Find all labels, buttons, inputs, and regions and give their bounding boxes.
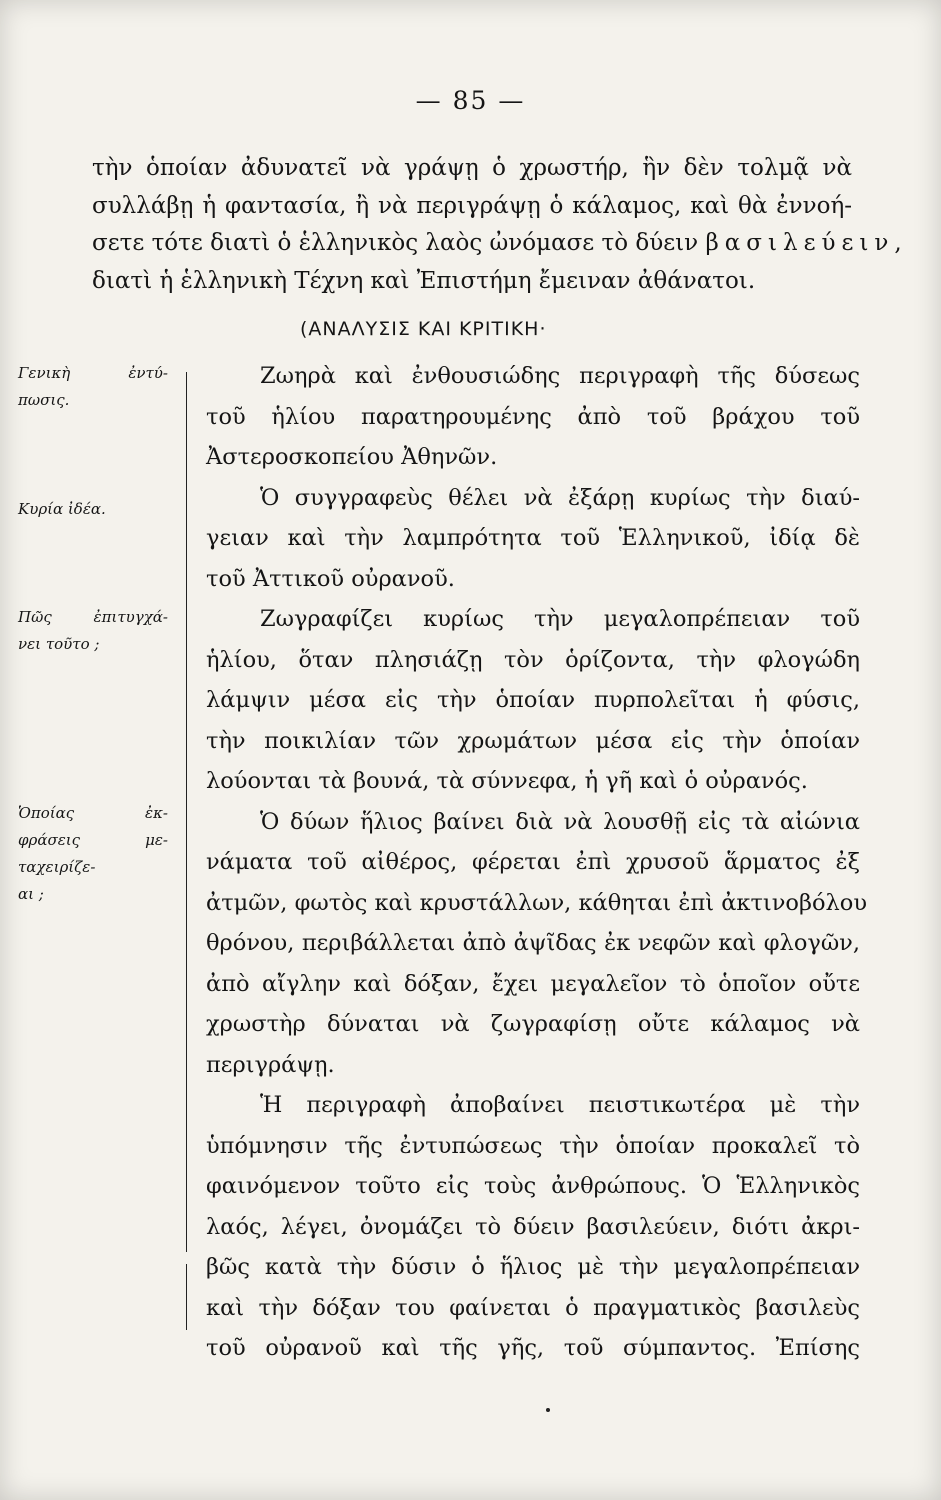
intro-paragraph xyxy=(92,150,908,300)
body-line: χρωστὴρ δύναται νὰ ζωγραφίσῃ οὔτε κάλαμος νὰ xyxy=(206,1011,860,1037)
intro-line-text: σετε τότε διατὶ ὁ ἑλληνικὸς λαὸς ὠνόμασε τὸ δύειν xyxy=(92,230,699,256)
margin-note-line: αι ; xyxy=(18,885,44,903)
page-number: — 85 — xyxy=(415,86,526,115)
margin-note-line: πωσις. xyxy=(18,391,70,409)
body-line: Ζωγραφίζει κυρίως τὴν μεγαλοπρέπειαν τοῦ xyxy=(260,606,860,632)
body-line: γειαν καὶ τὴν λαμπρότητα τοῦ Ἑλληνικοῦ, ἰδίᾳ δὲ xyxy=(206,525,860,551)
body-line: νάματα τοῦ αἰθέρος, φέρεται ἐπὶ χρυσοῦ ἅρματος ἐξ xyxy=(206,849,860,875)
body-line: τὴν ποικιλίαν τῶν χρωμάτων μέσα εἰς τὴν ὁποίαν xyxy=(206,727,860,754)
body-line: Ὁ δύων ἥλιος βαίνει διὰ νὰ λουσθῇ εἰς τὰ αἰώνια xyxy=(260,808,860,835)
body-line: περιγράψῃ. xyxy=(206,1051,335,1078)
body-line: ὑπόμνησιν τῆς ἐντυπώσεως τὴν ὁποίαν προκαλεῖ τὸ xyxy=(206,1132,860,1159)
intro-spaced-word: βασιλεύειν, xyxy=(705,230,908,256)
margin-rule xyxy=(186,1264,187,1330)
margin-note-line: Ὁποίας ἐκ- xyxy=(18,804,168,822)
margin-note-line: ταχειρίζε- xyxy=(18,858,96,876)
body-line: λούονται τὰ βουνά, τὰ σύννεφα, ἡ γῆ καὶ ὁ οὐρανός. xyxy=(206,768,808,794)
body-line: καὶ τὴν δόξαν του φαίνεται ὁ πραγματικὸς βασιλεὺς xyxy=(206,1294,860,1321)
margin-note-line: Γενικὴ ἐντύ- xyxy=(18,364,168,382)
body-line: τοῦ ἡλίου παρατηρουμένης ἀπὸ τοῦ βράχου τοῦ xyxy=(206,403,860,430)
body-line: τοῦ οὐρανοῦ καὶ τῆς γῆς, τοῦ σύμπαντος. Ἐπίσης xyxy=(206,1335,860,1361)
margin-note-how-achieved xyxy=(18,604,168,658)
body-line: ἀπὸ αἴγλην καὶ δόξαν, ἔχει μεγαλεῖον τὸ ὁποῖον οὔτε xyxy=(206,970,860,997)
margin-note-expressions xyxy=(18,800,168,908)
body-line: ἀτμῶν, φωτὸς καὶ κρυστάλλων, κάθηται ἐπὶ ἀκτινοβόλου xyxy=(206,889,868,916)
body-line: ἡλίου, ὅταν πλησιάζῃ τὸν ὁρίζοντα, τὴν φλογώδη xyxy=(206,646,860,673)
margin-rule xyxy=(186,372,187,1252)
body-line: Ὁ συγγραφεὺς θέλει νὰ ἐξάρῃ κυρίως τὴν διαύ- xyxy=(260,484,860,511)
body-line: τοῦ Ἀττικοῦ οὐρανοῦ. xyxy=(206,565,455,592)
intro-line: τὴν ὁποίαν ἀδυνατεῖ νὰ γράψῃ ὁ χρωστήρ, ἣν δὲν τολμᾷ νὰ xyxy=(92,155,852,181)
body-line: θρόνου, περιβάλλεται ἀπὸ ἀψῖδας ἐκ νεφῶν καὶ φλογῶν, xyxy=(206,930,860,956)
margin-note-general-impression xyxy=(18,360,168,414)
analysis-body xyxy=(206,356,868,1369)
body-line: βῶς κατὰ τὴν δύσιν ὁ ἥλιος μὲ τὴν μεγαλοπρέπειαν xyxy=(206,1254,860,1280)
intro-line: συλλάβῃ ἡ φαντασία, ἢ νὰ περιγράψῃ ὁ κάλαμος, καὶ θὰ ἐννοή- xyxy=(92,192,852,219)
intro-line: διατὶ ἡ ἑλληνικὴ Τέχνη καὶ Ἐπιστήμη ἔμειναν ἀθάνατοι. xyxy=(92,267,756,294)
body-line: Ἡ περιγραφὴ ἀποβαίνει πειστικωτέρα μὲ τὴν xyxy=(260,1092,860,1118)
margin-note-line: Πῶς ἐπιτυγχά- xyxy=(18,608,168,626)
ink-speck xyxy=(546,1408,550,1412)
intro-line xyxy=(92,225,908,263)
margin-note-line: Κυρία ἰδέα. xyxy=(18,500,106,518)
margin-note-line: φράσεις με- xyxy=(18,831,168,849)
margin-note-line: νει τοῦτο ; xyxy=(18,635,100,653)
body-line: Ἀστεροσκοπείου Ἀθηνῶν. xyxy=(206,444,498,470)
body-line: Ζωηρὰ καὶ ἐνθουσιώδης περιγραφὴ τῆς δύσεως xyxy=(260,363,860,389)
body-line: φαινόμενον τοῦτο εἰς τοὺς ἀνθρώπους. Ὁ Ἑλληνικὸς xyxy=(206,1173,860,1199)
section-heading: (ΑΝΑΛΥΣΙΣ ΚΑΙ ΚΡΙΤΙΚΗ· xyxy=(300,318,547,340)
body-line: λαός, λέγει, ὀνομάζει τὸ δύειν βασιλεύειν, διότι ἀκρι- xyxy=(206,1213,860,1240)
body-line: λάμψιν μέσα εἰς τὴν ὁποίαν πυρπολεῖται ἡ φύσις, xyxy=(206,687,860,713)
margin-note-main-idea xyxy=(18,496,168,523)
